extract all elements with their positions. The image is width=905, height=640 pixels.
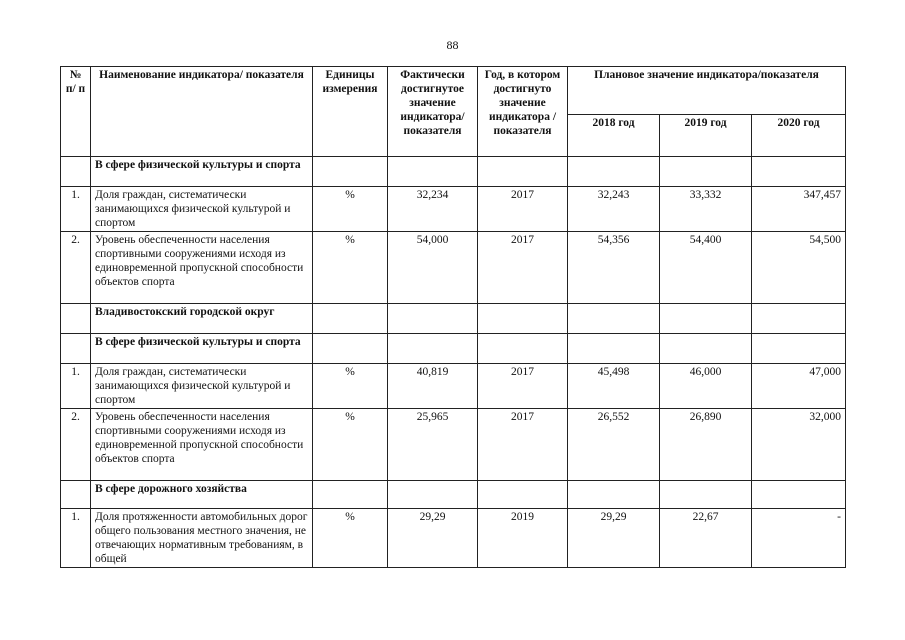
cell-unit: % — [313, 187, 388, 232]
cell-plan-2019: 33,332 — [660, 187, 752, 232]
table-row — [61, 364, 846, 409]
table-row — [61, 232, 846, 304]
cell-empty — [478, 481, 568, 509]
cell-empty — [752, 481, 846, 509]
cell-plan-2019: 26,890 — [660, 409, 752, 481]
cell-empty — [388, 304, 478, 334]
cell-empty — [313, 481, 388, 509]
cell-empty — [568, 334, 660, 364]
section-title: В сфере физической культуры и спорта — [91, 334, 313, 364]
header-plan: Плановое значение индикатора/показателя — [568, 67, 846, 115]
cell-unit: % — [313, 364, 388, 409]
cell-year: 2017 — [478, 364, 568, 409]
cell-actual: 32,234 — [388, 187, 478, 232]
cell-empty — [568, 481, 660, 509]
cell-year: 2019 — [478, 509, 568, 568]
cell-plan-2020: - — [752, 509, 846, 568]
cell-plan-2020: 54,500 — [752, 232, 846, 304]
cell-plan-2018: 32,243 — [568, 187, 660, 232]
cell-unit: % — [313, 409, 388, 481]
cell-empty — [313, 157, 388, 187]
cell-empty — [478, 157, 568, 187]
header-plan-2018: 2018 год — [568, 115, 660, 157]
cell-year: 2017 — [478, 409, 568, 481]
cell-actual: 40,819 — [388, 364, 478, 409]
cell-plan-2018: 26,552 — [568, 409, 660, 481]
cell-empty — [388, 334, 478, 364]
cell-unit: % — [313, 232, 388, 304]
page-number: 88 — [446, 38, 459, 52]
cell-num — [61, 157, 91, 187]
table-row — [61, 187, 846, 232]
cell-empty — [660, 481, 752, 509]
cell-indicator-name: Доля протяженности автомобильных дорог общего пользования местного значения, не отвечающих нормативным требованиям, в общей — [91, 509, 313, 568]
cell-actual: 25,965 — [388, 409, 478, 481]
cell-year: 2017 — [478, 187, 568, 232]
cell-plan-2018: 45,498 — [568, 364, 660, 409]
cell-indicator-name: Доля граждан, систематически занимающихся физической культурой и спортом — [91, 364, 313, 409]
cell-num: 1. — [61, 364, 91, 409]
cell-empty — [752, 157, 846, 187]
table-row — [61, 509, 846, 568]
cell-empty — [752, 304, 846, 334]
cell-plan-2018: 29,29 — [568, 509, 660, 568]
cell-empty — [313, 334, 388, 364]
section-title: Владивостокский городской округ — [91, 304, 313, 334]
section-title: В сфере дорожного хозяйства — [91, 481, 313, 509]
cell-indicator-name: Уровень обеспеченности населения спортивными сооружениями исходя из единовременной пропускной способности объектов спорта — [91, 409, 313, 481]
cell-num — [61, 481, 91, 509]
cell-empty — [388, 481, 478, 509]
section-row — [61, 304, 846, 334]
header-plan-2020: 2020 год — [752, 115, 846, 157]
cell-num: 1. — [61, 509, 91, 568]
cell-empty — [660, 157, 752, 187]
cell-indicator-name: Доля граждан, систематически занимающихся физической культурой и спортом — [91, 187, 313, 232]
header-plan-2019: 2019 год — [660, 115, 752, 157]
cell-actual: 54,000 — [388, 232, 478, 304]
section-title: В сфере физической культуры и спорта — [91, 157, 313, 187]
section-row — [61, 334, 846, 364]
cell-num: 2. — [61, 409, 91, 481]
cell-num — [61, 334, 91, 364]
cell-actual: 29,29 — [388, 509, 478, 568]
cell-empty — [478, 304, 568, 334]
cell-plan-2019: 46,000 — [660, 364, 752, 409]
header-name: Наименование индикатора/ показателя — [91, 67, 313, 157]
cell-plan-2019: 22,67 — [660, 509, 752, 568]
indicators-table — [60, 66, 846, 568]
cell-indicator-name: Уровень обеспеченности населения спортивными сооружениями исходя из единовременной пропускной способности объектов спорта — [91, 232, 313, 304]
cell-empty — [568, 157, 660, 187]
cell-plan-2020: 347,457 — [752, 187, 846, 232]
cell-empty — [388, 157, 478, 187]
table-body — [61, 157, 846, 568]
header-unit: Единицы измерения — [313, 67, 388, 157]
cell-num: 2. — [61, 232, 91, 304]
header-actual: Фактически достигнутое значение индикатора/ показателя — [388, 67, 478, 157]
cell-empty — [568, 304, 660, 334]
table-row — [61, 409, 846, 481]
cell-year: 2017 — [478, 232, 568, 304]
cell-plan-2020: 47,000 — [752, 364, 846, 409]
header-year: Год, в котором достигнуто значение индикатора /показателя — [478, 67, 568, 157]
cell-empty — [478, 334, 568, 364]
header-num: № п/ п — [61, 67, 91, 157]
cell-empty — [313, 304, 388, 334]
cell-plan-2019: 54,400 — [660, 232, 752, 304]
cell-plan-2020: 32,000 — [752, 409, 846, 481]
cell-unit: % — [313, 509, 388, 568]
cell-empty — [752, 334, 846, 364]
section-row — [61, 481, 846, 509]
cell-empty — [660, 334, 752, 364]
section-row — [61, 157, 846, 187]
cell-empty — [660, 304, 752, 334]
cell-num — [61, 304, 91, 334]
cell-num: 1. — [61, 187, 91, 232]
cell-plan-2018: 54,356 — [568, 232, 660, 304]
